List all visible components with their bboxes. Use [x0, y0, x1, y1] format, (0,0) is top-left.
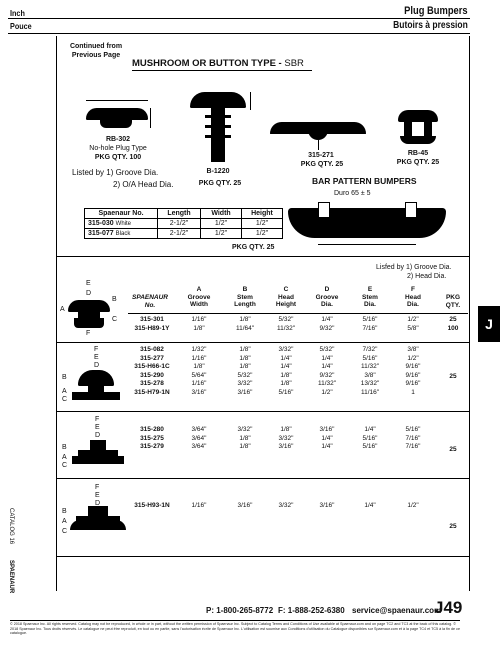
pkg-qty: 25 — [449, 523, 457, 530]
table-cell: 5/64" — [191, 371, 207, 379]
col-header-no: SPAENAUR No. — [132, 294, 168, 309]
table-cell: 3/32" — [237, 380, 253, 388]
table-cell: 1/8" — [239, 346, 251, 353]
table-cell: 1/8" — [239, 434, 251, 442]
pkg-qty: 25 — [449, 316, 457, 323]
bar-th-height: Height — [242, 209, 283, 219]
table-cell: 5/16" — [362, 443, 378, 451]
header-title-fr: Butoirs à pression — [393, 20, 468, 31]
table-cell: 1/4" — [321, 434, 333, 442]
header-unit-inch: Inch — [10, 8, 25, 18]
table-cell: 5/8" — [407, 324, 419, 332]
footer-email[interactable]: service@spaenaur.com — [352, 606, 442, 615]
part-number: 315-279 — [140, 443, 164, 451]
table-cell: 1/8" — [280, 380, 292, 388]
header-rule — [8, 18, 470, 19]
table-cell: 1/8" — [193, 363, 205, 371]
col-header-e: E Stem Dia. — [362, 286, 378, 308]
table-cell: 3/8" — [364, 371, 376, 379]
col-header-c: C Head Height — [275, 286, 297, 308]
bar-th-no: Spaenaur No. — [85, 209, 158, 219]
group4-rule — [56, 556, 469, 557]
col-header-pkg: PKG QTY. — [445, 294, 461, 309]
bar-cell-height: 1/2" — [242, 229, 283, 239]
footer-phone[interactable]: P: 1-800-265-8772 — [206, 606, 274, 615]
col-header-a: A Groove Width — [187, 286, 211, 308]
table-cell: 1/32" — [191, 346, 207, 353]
part-number: 315-H66-1C — [134, 363, 170, 371]
header-unit-pouce: Pouce — [10, 21, 32, 31]
table-row — [85, 229, 283, 239]
group3-rule — [56, 478, 469, 479]
table-cell: 1/4" — [321, 363, 333, 371]
table-cell: 1/2" — [321, 389, 333, 396]
table-cell: 5/16" — [362, 434, 378, 442]
table-cell: 3/16" — [319, 502, 335, 509]
table-cell: 1/2" — [407, 354, 419, 362]
rb302-pkg: PKG QTY. 100 — [94, 154, 142, 161]
section-title-text: MUSHROOM OR BUTTON TYPE - — [132, 58, 282, 69]
part-number: 315-H79-1N — [134, 389, 170, 396]
side-brand: SPAENAUR — [8, 560, 14, 594]
table-cell: 1/8" — [239, 354, 251, 362]
bar-cell-no: 315-077 Black — [85, 229, 158, 239]
listed-mid-2: 2) Head Dia. — [407, 273, 447, 280]
group1-rule — [56, 342, 469, 343]
page-number: J49 — [434, 598, 463, 617]
table-cell: 11/32" — [276, 324, 296, 332]
part-number: 315-275 — [140, 434, 164, 442]
table-cell: 9/32" — [319, 371, 335, 379]
table-cell: 1/8" — [239, 316, 251, 323]
footer-rule — [10, 620, 460, 621]
table-cell: 3/64" — [191, 443, 207, 451]
bar-duro: Duro 65 ± 5 — [334, 190, 371, 197]
pkg-qty: 25 — [449, 446, 457, 453]
table-cell: 3/32" — [278, 434, 294, 442]
table-cell: 5/16" — [362, 316, 378, 323]
table-cell: 3/64" — [191, 426, 207, 433]
table-cell: 3/8" — [407, 346, 419, 353]
table-cell: 3/32" — [278, 502, 294, 509]
bar-cell-width: 1/2" — [201, 219, 242, 229]
table-cell: 7/16" — [405, 434, 421, 442]
bar-pkg: PKG QTY. 25 — [232, 244, 275, 251]
part-number: 315-277 — [140, 354, 164, 362]
table-cell: 5/32" — [319, 346, 335, 353]
bar-cell-no: 315-030 White — [85, 219, 158, 229]
col-header-d: D Groove Dia. — [315, 286, 339, 308]
header-title: Plug Bumpers — [404, 5, 468, 17]
bar-cell-height: 1/2" — [242, 219, 283, 229]
table-cell: 3/16" — [237, 389, 253, 396]
p315271-pkg: PKG QTY. 25 — [300, 161, 344, 168]
footer-copyright: © 2018 Spaenaur Inc. All rights reserved. Catalog may not be reproduced, in whole or in part, without the written permission of Spaenaur Inc. Subject to Catalog Terms and Conditions of Use available at Spaenaur.com and on page TC2 and TC3 at the back of this catalog. © 2018 Spaenaur Inc. Tous droits réservés. Le catalogue ne peut être reproduit, en tout ou en partie, sans l'autorisation écrite de Spaenaur Inc. L'utilisation est soumise aux Conditions d'utilisation du Catalogue disponibles sur Spaenaur.com et à la page TC4 et TC5 à la fin de ce catalogue. — [10, 622, 461, 636]
header-rule-2 — [8, 33, 470, 34]
table-cell: 1/4" — [364, 502, 376, 509]
table-cell: 11/64" — [235, 324, 255, 332]
table-cell: 11/32" — [360, 363, 380, 371]
rb302-desc: No-hole Plug Type — [89, 145, 147, 152]
table-cell: 11/32" — [317, 380, 337, 388]
table-cell: 3/16" — [191, 389, 207, 396]
col-header-f: F Head Dia. — [405, 286, 421, 308]
table-cell: 5/16" — [405, 426, 421, 433]
table-cell: 7/16" — [362, 324, 378, 332]
part-number: 315-082 — [140, 346, 164, 353]
table-cell: 1/4" — [321, 443, 333, 451]
left-frame-line — [56, 36, 57, 591]
rb302-name: RB-302 — [105, 136, 131, 143]
table-cell: 3/64" — [191, 434, 207, 442]
table-cell: 3/16" — [278, 443, 294, 451]
b1220-pkg: PKG QTY. 25 — [198, 180, 242, 187]
bar-cell-length: 2-1/2" — [158, 219, 201, 229]
pkg-qty: 100 — [447, 324, 459, 332]
section-underline — [132, 70, 312, 71]
table-cell: 7/16" — [405, 443, 421, 451]
table-cell: 5/16" — [362, 354, 378, 362]
table-cell: 1/4" — [364, 426, 376, 433]
part-number: 315-290 — [140, 371, 164, 379]
table-row — [85, 219, 283, 229]
listed-top-2: 2) O/A Head Dia. — [113, 180, 174, 189]
table-cell: 5/32" — [237, 371, 253, 379]
part-number: 315-278 — [140, 380, 164, 388]
table-cell: 1/8" — [239, 363, 251, 371]
table-cell: 5/16" — [278, 389, 294, 396]
continued-note: Continued from Previous Page — [69, 43, 123, 59]
table-cell: 3/32" — [278, 346, 294, 353]
table-cell: 1/8" — [239, 443, 251, 451]
table-cell: 1/8" — [280, 371, 292, 379]
table-header-rule — [128, 313, 468, 314]
table-cell: 1/16" — [191, 380, 207, 388]
table-cell: 1/4" — [280, 354, 292, 362]
bar-th-length: Length — [158, 209, 201, 219]
section-title — [132, 58, 304, 69]
section-tab-j[interactable]: J — [478, 306, 500, 342]
b1220-name: B-1220 — [206, 168, 230, 175]
rb45-pkg: PKG QTY. 25 — [396, 159, 440, 166]
table-cell: 9/16" — [405, 380, 421, 388]
side-catalog: CATALOG 16 — [8, 508, 14, 545]
right-frame-line — [469, 36, 470, 591]
bar-table-header — [85, 209, 283, 219]
table-cell: 9/16" — [405, 363, 421, 371]
part-number: 315-280 — [140, 426, 164, 433]
table-cell: 1/8" — [280, 426, 292, 433]
table-cell: 1/16" — [191, 316, 207, 323]
footer-fax: F: 1-888-252-6380 — [278, 606, 345, 615]
bar-cell-width: 1/2" — [201, 229, 242, 239]
table-cell: 1/4" — [321, 354, 333, 362]
group2-rule — [56, 411, 469, 412]
table-cell: 11/16" — [360, 389, 380, 396]
bar-th-width: Width — [201, 209, 242, 219]
table-cell: 1/8" — [193, 324, 205, 332]
table-cell: 3/32" — [237, 426, 253, 433]
table-cell: 1/16" — [191, 502, 207, 509]
bar-cell-length: 2-1/2" — [158, 229, 201, 239]
table-cell: 1 — [411, 389, 415, 396]
part-number: 315-H93-1N — [134, 502, 170, 509]
table-cell: 9/16" — [405, 371, 421, 379]
col-header-b: B Stem Length — [234, 286, 256, 308]
table-cell: 1/2" — [407, 502, 419, 509]
table-cell: 1/16" — [191, 354, 207, 362]
section-material: SBR — [284, 58, 304, 69]
bar-table — [84, 208, 283, 239]
table-cell: 1/4" — [321, 316, 333, 323]
part-number: 315-H89-1Y — [134, 324, 170, 332]
mid-rule — [56, 256, 469, 257]
bar-title: BAR PATTERN BUMPERS — [312, 176, 417, 186]
listed-mid-1: Lisfed by 1) Groove Dia. — [376, 264, 452, 271]
rb45-name: RB-45 — [407, 150, 429, 157]
table-cell: 3/16" — [237, 502, 253, 509]
pkg-qty: 25 — [449, 372, 457, 380]
table-cell: 9/32" — [319, 324, 335, 332]
listed-top-1: Listed by 1) Groove Dia. — [72, 168, 159, 177]
table-cell: 3/16" — [319, 426, 335, 433]
table-cell: 13/32" — [360, 380, 380, 388]
table-cell: 5/32" — [278, 316, 294, 323]
table-cell: 7/32" — [362, 346, 378, 353]
table-cell: 1/4" — [280, 363, 292, 371]
table-cell: 1/2" — [407, 316, 419, 323]
p315271-name: 315-271 — [308, 152, 334, 159]
part-number: 315-301 — [140, 316, 164, 323]
